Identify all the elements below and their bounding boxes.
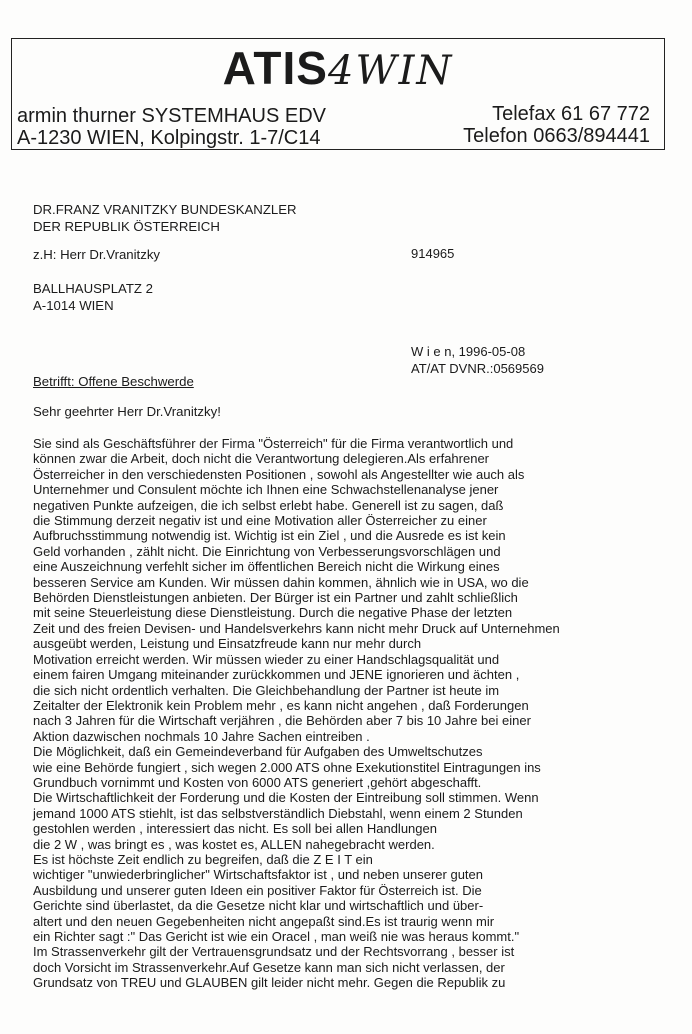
body-line: eine Auszeichnung verfehlt sicher im öffentlichen Bereich nicht die Wirkung eines <box>33 559 500 575</box>
date-reference-block <box>411 343 544 377</box>
letter-date: W i e n, 1996-05-08 <box>411 344 526 359</box>
letterhead-box <box>11 38 665 150</box>
body-line: die Stimmung derzeit negativ ist und eine Motivation aller Österreicher zu einer <box>33 513 487 529</box>
body-line: Unternehmer und Consulent möchte ich Ihnen eine Schwachstellenanalyse jener <box>33 482 499 498</box>
body-line: nach 3 Jahren für die Wirtschaft verjähren , die Behörden aber 7 bis 10 Jahre bei einer <box>33 713 531 729</box>
body-line: Gerichte sind überlastet, da die Gesetze nicht klar und wirtschaftlich und über- <box>33 898 484 914</box>
reference-number: 914965 <box>411 246 455 261</box>
body-line: altert und den neuen Gegebenheiten nicht angepaßt sind.Es ist traurig wenn mir <box>33 913 495 929</box>
body-line: Motivation erreicht werden. Wir müssen wieder zu einer Handschlagsqualität und <box>33 651 500 667</box>
recipient-street: BALLHAUSPLATZ 2 <box>33 281 153 296</box>
body-line: die sich nicht ordentlich verhalten. Die Gleichbehandlung der Partner ist heute im <box>33 682 500 698</box>
recipient-address-block <box>33 280 153 314</box>
body-line: ein Richter sagt :" Das Gericht ist wie ein Oracel , man weiß nie was heraus kommt." <box>33 929 520 944</box>
body-line: Aktion dazwischen nochmals 10 Jahre Sachen eintreiben . <box>33 728 370 744</box>
body-line: Ausbildung und unserer guten Ideen ein positiver Faktor für Österreich ist. Die <box>33 882 482 898</box>
company-address: A-1230 WIEN, Kolpingstr. 1-7/C14 <box>17 127 321 149</box>
subject-text: Betrifft: Offene Beschwerde <box>33 374 194 389</box>
body-line: ausgeübt werden, Leistung und Einsatzfreude kann nur mehr durch <box>33 636 422 652</box>
recipient-attention: z.H: Herr Dr.Vranitzky <box>33 247 161 262</box>
body-line: Österreicher in den verschiedensten Positionen , sowohl als Angestellter wie auch als <box>33 466 525 482</box>
body-line: jemand 1000 ATS stiehlt, ist das selbstverständlich Diebstahl, wenn einem 2 Stunden <box>33 805 523 821</box>
recipient-line-2: DER REPUBLIK ÖSTERREICH <box>33 219 220 234</box>
body-line: Geld vorhanden , zählt nicht. Die Einrichtung von Verbesserungsvorschlägen und <box>33 543 501 559</box>
body-line: Aufbruchsstimmung notwendig ist. Wichtig ist ein Ziel , und die Ausrede es ist kein <box>33 528 506 544</box>
body-line: Die Wirtschaftlichkeit der Forderung und die Kosten der Eintreibung soll stimmen. Wenn <box>33 790 539 806</box>
body-line: gestohlen werden , interessiert das nicht. Es soll bei allen Handlungen <box>33 821 437 837</box>
body-line: wichtiger "unwiederbringlicher" Wirtschaftsfaktor ist , und neben unserer guten <box>33 867 484 883</box>
logo-script-text: 4WIN <box>328 48 454 94</box>
logo-bold-text: ATIS <box>222 42 328 94</box>
recipient-line-1: DR.FRANZ VRANITZKY BUNDESKANZLER <box>33 202 297 217</box>
body-line: Die Möglichkeit, daß ein Gemeindeverband für Aufgaben des Umweltschutzes <box>33 744 483 760</box>
company-contact-block <box>463 103 650 147</box>
company-logo <box>12 41 664 95</box>
body-line: doch Vorsicht im Strassenverkehr.Auf Gesetze kann man sich nicht verlassen, der <box>33 959 505 975</box>
letter-reference: AT/AT DVNR.:0569569 <box>411 361 544 376</box>
body-line: können zwar die Arbeit, doch nicht die Verantwortung delegieren.Als erfahrener <box>33 451 490 467</box>
company-name: armin thurner SYSTEMHAUS EDV <box>17 105 326 127</box>
body-line: wie eine Behörde fungiert , sich wegen 2.000 ATS ohne Exekutionstitel Eintragungen ins <box>33 759 541 775</box>
body-line: Zeit und des freien Devisen- und Handelsverkehrs kann nicht mehr Druck auf Unternehmen <box>33 620 560 636</box>
company-phone: Telefon 0663/894441 <box>463 125 650 147</box>
subject-line <box>33 374 194 389</box>
body-line: besseren Service am Kunden. Wir müssen dahin kommen, ähnlich wie in USA, wo die <box>33 574 529 590</box>
body-line: Grundbuch vornimmt und Kosten von 6000 ATS generiert ,gehört abgeschafft. <box>33 774 482 790</box>
recipient-city: A-1014 WIEN <box>33 298 114 313</box>
salutation: Sehr geehrter Herr Dr.Vranitzky! <box>33 404 221 419</box>
body-line: Zeitalter der Elektronik kein Problem mehr , es kann nicht angehen , daß Forderungen <box>33 697 529 713</box>
body-line: Grundsatz von TREU und GLAUBEN gilt leider nicht mehr. Gegen die Republik zu <box>33 975 506 991</box>
body-line: mit seine Steuerleistung diese Dienstleistung. Durch die negative Phase der letzten <box>33 605 513 621</box>
company-address-block <box>17 105 326 149</box>
body-line: die 2 W , was bringt es , was kostet es, ALLEN nahegebracht werden. <box>33 836 435 852</box>
body-line: Behörden Dienstleistungen anbieten. Der Bürger ist ein Partner und zahlt schließlich <box>33 590 518 606</box>
recipient-name-block <box>33 201 297 235</box>
company-fax: Telefax 61 67 772 <box>492 103 650 125</box>
letter-body <box>33 436 593 991</box>
body-line: negativen Punkte aufzeigen, die ich selbst erlebt habe. Generell ist zu sagen, daß <box>33 497 504 513</box>
body-line: Im Strassenverkehr gilt der Vertrauensgrundsatz und der Rechtsvorrang , besser ist <box>33 944 515 960</box>
body-line: einem fairen Umgang miteinander zurückkommen und JENE ignorieren und ächten , <box>33 667 520 683</box>
body-line: Sie sind als Geschäftsführer der Firma "Österreich" für die Firma verantwortlich und <box>33 436 514 451</box>
body-line: Es ist höchste Zeit endlich zu begreifen, daß die Z E I T ein <box>33 851 373 867</box>
